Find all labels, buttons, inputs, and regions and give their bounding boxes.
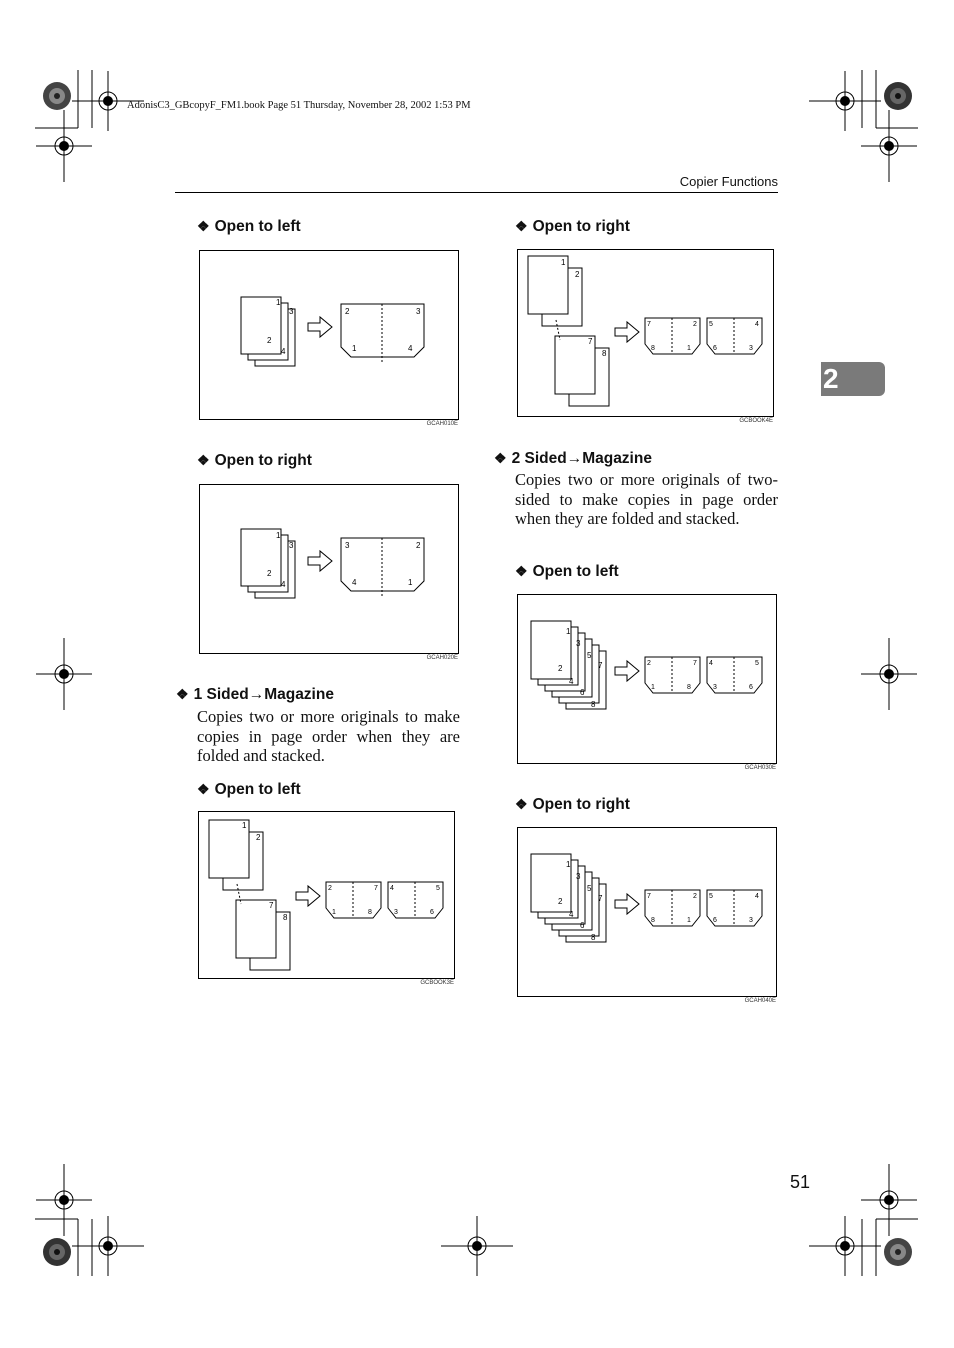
figure-gcah030e [517,594,777,771]
svg-text:2: 2 [267,569,272,578]
figure-code: GCBOOK3E [420,980,454,986]
svg-text:4: 4 [281,580,286,589]
svg-text:2: 2 [256,833,261,842]
svg-text:2: 2 [575,270,580,279]
svg-text:1: 1 [561,258,566,267]
svg-text:2: 2 [693,893,697,900]
svg-text:8: 8 [591,700,596,709]
svg-text:4: 4 [281,347,286,356]
header-rule [175,192,778,193]
svg-text:6: 6 [749,684,753,691]
svg-text:7: 7 [647,893,651,900]
section-body-2sided-magazine: Copies two or more originals of two-sided to make copies in page order when they are folded and stacked. [515,470,778,529]
heading-open-to-right: ❖ Open to right [197,452,312,469]
diamond-bullet-icon: ❖ [197,452,210,468]
figure-code: GCAH030E [744,765,776,771]
svg-text:2: 2 [693,321,697,328]
diamond-bullet-icon: ❖ [197,781,210,797]
heading-open-to-right: ❖ Open to right [515,796,630,813]
svg-text:7: 7 [588,337,593,346]
section-title-1sided-magazine: ❖ 1 Sided→Magazine [176,686,334,703]
diamond-bullet-icon: ❖ [515,796,528,812]
svg-text:7: 7 [647,321,651,328]
heading-open-to-left: ❖ Open to left [197,218,301,235]
diamond-bullet-icon: ❖ [176,686,189,702]
heading-open-to-right: ❖ Open to right [515,218,630,235]
svg-text:1: 1 [332,909,336,916]
svg-text:3: 3 [576,872,581,881]
svg-text:1: 1 [276,298,281,307]
svg-text:4: 4 [408,344,413,353]
svg-text:2: 2 [558,897,563,906]
svg-text:1: 1 [276,531,281,540]
svg-text:1: 1 [651,684,655,691]
heading-open-to-left: ❖ Open to left [515,563,619,580]
figure-code: GCBOOK4E [739,418,773,424]
diamond-bullet-icon: ❖ [515,218,528,234]
svg-text:3: 3 [289,541,294,550]
svg-text:5: 5 [755,660,759,667]
svg-text:3: 3 [713,684,717,691]
svg-text:3: 3 [749,917,753,924]
svg-text:7: 7 [374,885,378,892]
running-header: Copier Functions [679,174,778,189]
section-body-1sided-magazine: Copies two or more originals to make copies in page order when they are folded and stacked. [197,707,460,766]
svg-text:3: 3 [749,345,753,352]
svg-text:1: 1 [566,860,571,869]
figure-gcbook4e [517,249,774,424]
svg-text:5: 5 [709,893,713,900]
diamond-bullet-icon: ❖ [515,563,528,579]
figure-gcah020e [199,484,459,661]
svg-text:4: 4 [352,578,357,587]
svg-text:5: 5 [587,651,592,660]
svg-text:2: 2 [647,660,651,667]
svg-text:4: 4 [755,893,759,900]
diamond-bullet-icon: ❖ [197,218,210,234]
svg-text:5: 5 [587,884,592,893]
svg-text:8: 8 [591,933,596,942]
svg-text:4: 4 [569,910,574,919]
svg-text:6: 6 [580,688,585,697]
svg-text:8: 8 [651,345,655,352]
svg-text:1: 1 [566,627,571,636]
diagram-2sided-magazine-open-left [518,595,776,763]
svg-text:1: 1 [687,345,691,352]
figure-code: GCAH010E [426,421,458,427]
svg-text:6: 6 [430,909,434,916]
figure-gcbook3e [198,811,455,986]
diamond-bullet-icon: ❖ [494,450,507,466]
svg-text:5: 5 [436,885,440,892]
svg-text:4: 4 [755,321,759,328]
svg-text:4: 4 [569,677,574,686]
svg-text:3: 3 [394,909,398,916]
svg-text:8: 8 [283,913,288,922]
svg-text:8: 8 [368,909,372,916]
svg-text:2: 2 [558,664,563,673]
svg-text:2: 2 [345,307,350,316]
figure-gcah010e [199,250,459,427]
svg-text:3: 3 [416,307,421,316]
svg-text:1: 1 [687,917,691,924]
svg-text:1: 1 [242,821,247,830]
chapter-number: 2 [823,363,839,394]
svg-text:2: 2 [328,885,332,892]
svg-text:3: 3 [576,639,581,648]
heading-open-to-left: ❖ Open to left [197,781,301,798]
diagram-2sided-magazine-open-right [518,828,776,996]
svg-text:3: 3 [289,307,294,316]
file-info: AdonisC3_GBcopyF_FM1.book Page 51 Thursday, November 28, 2002 1:53 PM [127,100,471,111]
svg-text:1: 1 [408,578,413,587]
svg-text:8: 8 [687,684,691,691]
svg-text:4: 4 [390,885,394,892]
svg-text:8: 8 [602,349,607,358]
svg-text:2: 2 [416,541,421,550]
diagram-1sided-open-left [200,251,458,419]
svg-text:2: 2 [267,336,272,345]
svg-text:5: 5 [709,321,713,328]
svg-text:1: 1 [352,344,357,353]
diagram-1sided-magazine-open-left [199,812,454,978]
section-title-2sided-magazine: ❖ 2 Sided→Magazine [494,450,652,467]
svg-text:6: 6 [713,345,717,352]
figure-gcah040e [517,827,777,1004]
diagram-1sided-open-right [200,485,458,653]
page-number: 51 [790,1172,811,1192]
figure-code: GCAH020E [426,655,458,661]
figure-code: GCAH040E [744,998,776,1004]
svg-text:8: 8 [651,917,655,924]
svg-text:4: 4 [709,660,713,667]
svg-text:7: 7 [598,894,603,903]
svg-text:7: 7 [693,660,697,667]
diagram-1sided-magazine-open-right [518,250,773,416]
svg-text:6: 6 [580,921,585,930]
svg-text:6: 6 [713,917,717,924]
svg-text:3: 3 [345,541,350,550]
svg-text:7: 7 [269,901,274,910]
svg-text:7: 7 [598,661,603,670]
